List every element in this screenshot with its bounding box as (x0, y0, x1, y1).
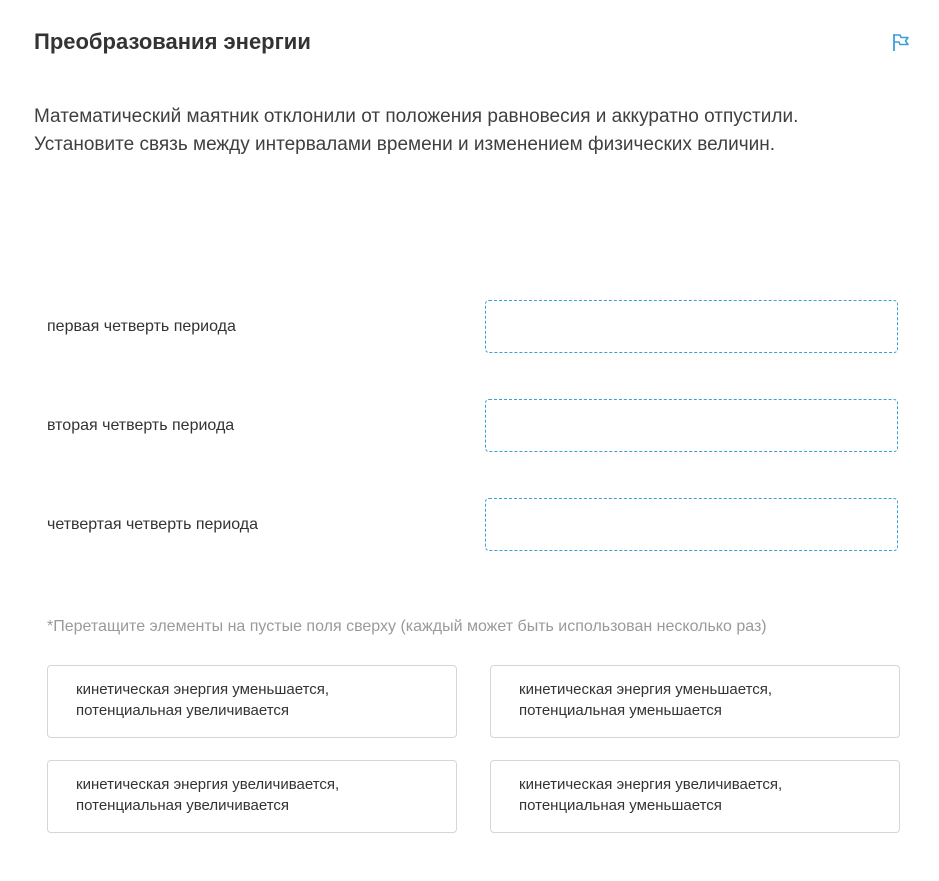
option-line-1: кинетическая энергия увеличивается, (519, 776, 783, 793)
draggable-option-1[interactable] (47, 665, 457, 738)
draggable-option-2[interactable] (490, 665, 900, 738)
match-label-1: первая четверть периода (47, 318, 236, 335)
option-line-1: кинетическая энергия уменьшается, (76, 681, 330, 698)
option-line-2: потенциальная увеличивается (76, 702, 290, 719)
page-title: Преобразования энергии (34, 29, 311, 54)
flag-icon[interactable] (890, 31, 912, 53)
option-line-2: потенциальная уменьшается (519, 702, 722, 719)
option-line-2: потенциальная уменьшается (519, 797, 722, 814)
option-line-2: потенциальная увеличивается (76, 797, 290, 814)
question-line-2: Установите связь между интервалами времени и изменением физических величин. (34, 134, 775, 155)
option-line-1: кинетическая энергия увеличивается, (76, 776, 340, 793)
draggable-option-3[interactable] (47, 760, 457, 833)
drop-zone-3[interactable] (485, 498, 898, 551)
drop-zone-1[interactable] (485, 300, 898, 353)
drop-zone-2[interactable] (485, 399, 898, 452)
question-text (34, 103, 914, 159)
drag-hint: *Перетащите элементы на пустые поля сверху (каждый может быть использован несколько раз) (47, 618, 767, 635)
draggable-option-4[interactable] (490, 760, 900, 833)
match-label-2: вторая четверть периода (47, 417, 235, 434)
option-line-1: кинетическая энергия уменьшается, (519, 681, 773, 698)
question-line-1: Математический маятник отклонили от положения равновесия и аккуратно отпустили. (34, 106, 799, 127)
match-label-3: четвертая четверть периода (47, 516, 259, 533)
